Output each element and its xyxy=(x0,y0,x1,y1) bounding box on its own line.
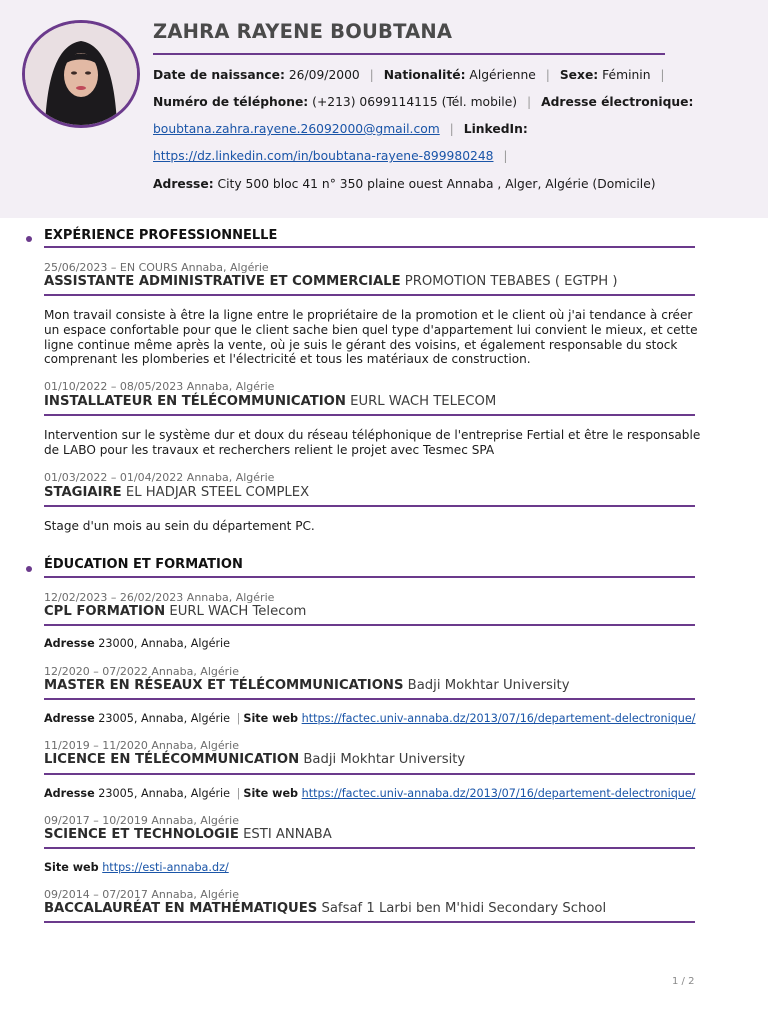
dob-value: 26/09/2000 xyxy=(288,68,360,82)
profile-header xyxy=(0,0,768,218)
education-title xyxy=(44,901,606,916)
separator: | xyxy=(369,68,374,82)
education-title xyxy=(44,678,570,693)
education-address: 23005, Annaba, Algérie xyxy=(98,712,231,725)
experience-meta: 25/06/2023 – EN COURS Annaba, Algérie xyxy=(44,261,269,274)
education-title xyxy=(44,752,465,767)
experience-description: Mon travail consiste à être la ligne entre le propriétaire de la promotion et le client où j'ai tendance à créer un espace confortable pour que le client sache bien quel type d'appartement lui convient le mieux, et cette ligne continue même après la vente, où je suis le gérant des voisins, et également responsable du stock comprenant les plomberies et l'électricité et tous les matériaux de construction. xyxy=(44,308,698,367)
education-details xyxy=(44,637,230,650)
section-bullet-icon xyxy=(26,236,32,242)
address-label: Adresse xyxy=(44,787,95,800)
education-details xyxy=(44,861,229,874)
education-details xyxy=(44,787,696,800)
education-meta: 09/2017 – 10/2019 Annaba, Algérie xyxy=(44,814,239,827)
education-section-title: ÉDUCATION ET FORMATION xyxy=(44,557,243,572)
entry-divider xyxy=(44,921,695,923)
phone-label: Numéro de téléphone: xyxy=(153,95,309,109)
education-degree: LICENCE EN TÉLÉCOMMUNICATION xyxy=(44,752,300,767)
entry-divider xyxy=(44,698,695,700)
separator: | xyxy=(236,787,241,800)
sex-label: Sexe: xyxy=(559,68,599,82)
info-line-address xyxy=(153,176,656,192)
email-label: Adresse électronique: xyxy=(541,95,694,109)
experience-role: ASSISTANTE ADMINISTRATIVE ET COMMERCIALE xyxy=(44,274,401,289)
education-title xyxy=(44,604,306,619)
nationality-label: Nationalité: xyxy=(383,68,466,82)
info-line-contact xyxy=(153,94,693,110)
experience-org: EURL WACH TELECOM xyxy=(350,394,497,409)
education-school: ESTI ANNABA xyxy=(243,827,332,842)
site-label: Site web xyxy=(44,861,99,874)
section-bullet-icon xyxy=(26,566,32,572)
experience-meta: 01/03/2022 – 01/04/2022 Annaba, Algérie xyxy=(44,471,275,484)
education-meta: 09/2014 – 07/2017 Annaba, Algérie xyxy=(44,888,239,901)
sex-value: Féminin xyxy=(602,68,651,82)
portrait-image xyxy=(25,23,137,125)
education-school: Badji Mokhtar University xyxy=(407,678,570,693)
education-details xyxy=(44,712,696,725)
entry-divider xyxy=(44,624,695,626)
education-meta: 12/02/2023 – 26/02/2023 Annaba, Algérie xyxy=(44,591,275,604)
education-meta: 12/2020 – 07/2022 Annaba, Algérie xyxy=(44,665,239,678)
address-label: Adresse: xyxy=(153,177,214,191)
experience-title xyxy=(44,394,496,409)
education-degree: CPL FORMATION xyxy=(44,604,166,619)
section-divider xyxy=(44,246,695,248)
address-label: Adresse xyxy=(44,712,95,725)
experience-description: Intervention sur le système dur et doux du réseau téléphonique de l'entreprise Fertial et être le responsable de LABO pour les travaux et recherchers relient le projet avec Tesmec SPA xyxy=(44,428,701,457)
section-divider xyxy=(44,576,695,578)
dob-label: Date de naissance: xyxy=(153,68,285,82)
separator: | xyxy=(236,712,241,725)
entry-divider xyxy=(44,294,695,296)
info-line-personal xyxy=(153,67,671,83)
linkedin-link[interactable]: https://dz.linkedin.com/in/boubtana-rayene-899980248 xyxy=(153,149,494,163)
profile-photo xyxy=(22,20,140,128)
site-label: Site web xyxy=(243,712,299,725)
education-school: EURL WACH Telecom xyxy=(169,604,307,619)
entry-divider xyxy=(44,505,695,507)
education-title xyxy=(44,827,332,842)
experience-title xyxy=(44,485,309,500)
education-school: Safsaf 1 Larbi ben M'hidi Secondary School xyxy=(321,901,607,916)
experience-org: EL HADJAR STEEL COMPLEX xyxy=(125,485,310,500)
phone-value: (+213) 0699114115 (Tél. mobile) xyxy=(312,95,518,109)
entry-divider xyxy=(44,847,695,849)
linkedin-label: LinkedIn: xyxy=(463,122,528,136)
education-meta: 11/2019 – 11/2020 Annaba, Algérie xyxy=(44,739,239,752)
nationality-value: Algérienne xyxy=(469,68,536,82)
info-line-email xyxy=(153,121,528,137)
experience-role: STAGIAIRE xyxy=(44,485,122,500)
page-number: 1 / 2 xyxy=(672,976,695,987)
education-address: 23005, Annaba, Algérie xyxy=(98,787,231,800)
education-degree: BACCALAURÉAT EN MATHÉMATIQUES xyxy=(44,901,318,916)
name-divider xyxy=(153,53,665,55)
info-line-linkedin xyxy=(153,148,514,164)
separator: | xyxy=(527,95,532,109)
address-value: City 500 bloc 41 n° 350 plaine ouest Annaba , Alger, Algérie (Domicile) xyxy=(217,177,656,191)
site-label: Site web xyxy=(243,787,299,800)
education-address: 23000, Annaba, Algérie xyxy=(98,637,231,650)
education-degree: SCIENCE ET TECHNOLOGIE xyxy=(44,827,239,842)
education-site-link[interactable]: https://factec.univ-annaba.dz/2013/07/16/departement-delectronique/ xyxy=(301,787,696,800)
experience-section-title: EXPÉRIENCE PROFESSIONNELLE xyxy=(44,228,278,243)
separator: | xyxy=(545,68,550,82)
education-degree: MASTER EN RÉSEAUX ET TÉLÉCOMMUNICATIONS xyxy=(44,678,404,693)
experience-title xyxy=(44,274,618,289)
experience-role: INSTALLATEUR EN TÉLÉCOMMUNICATION xyxy=(44,394,346,409)
education-site-link[interactable]: https://esti-annaba.dz/ xyxy=(102,861,229,874)
email-link[interactable]: boubtana.zahra.rayene.26092000@gmail.com xyxy=(153,122,440,136)
experience-description: Stage d'un mois au sein du département PC. xyxy=(44,519,315,533)
entry-divider xyxy=(44,414,695,416)
candidate-name: ZAHRA RAYENE BOUBTANA xyxy=(153,20,453,43)
separator: | xyxy=(449,122,454,136)
experience-org: PROMOTION TEBABES ( EGTPH ) xyxy=(404,274,618,289)
entry-divider xyxy=(44,773,695,775)
education-site-link[interactable]: https://factec.univ-annaba.dz/2013/07/16/departement-delectronique/ xyxy=(301,712,696,725)
experience-meta: 01/10/2022 – 08/05/2023 Annaba, Algérie xyxy=(44,380,275,393)
address-label: Adresse xyxy=(44,637,95,650)
separator: | xyxy=(660,68,665,82)
education-school: Badji Mokhtar University xyxy=(303,752,466,767)
separator: | xyxy=(503,149,508,163)
